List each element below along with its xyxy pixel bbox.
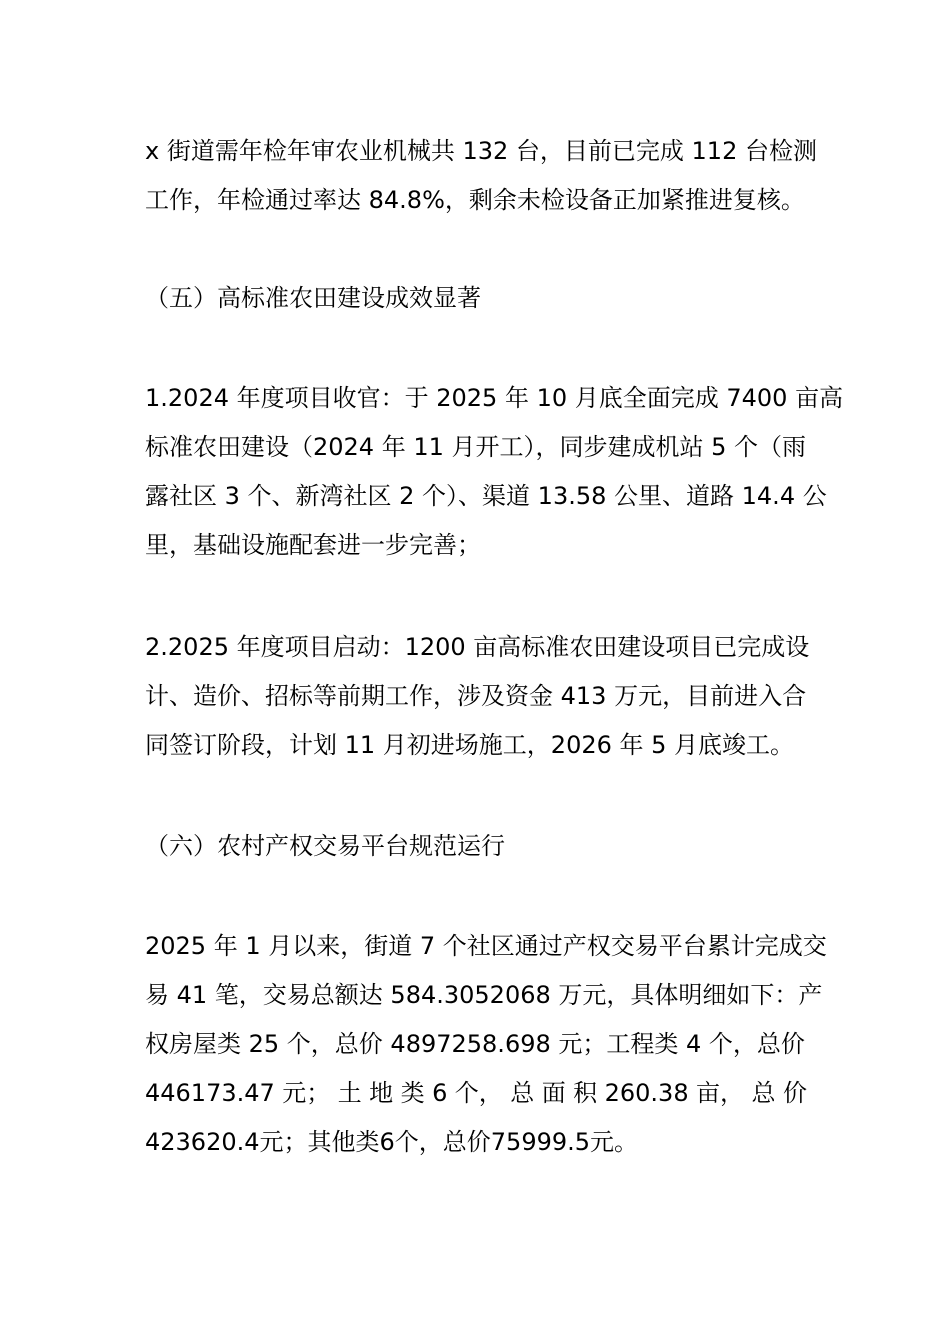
- text-token: 面: [541, 1079, 566, 1107]
- text-line: 计、造价、招标等前期工作，涉及资金 413 万元，目前进入合: [145, 682, 807, 710]
- text-token: 个，: [454, 1079, 503, 1107]
- text-line: 露社区 3 个、新湾社区 2 个）、渠道 13.58 公里、道路 14.4 公: [145, 482, 827, 510]
- text-token: 积: [573, 1079, 598, 1107]
- section-heading-6: （六）农村产权交易平台规范运行: [145, 832, 505, 860]
- text-token: 260.38: [604, 1079, 689, 1107]
- section-heading-5: （五）高标准农田建设成效显著: [145, 284, 481, 312]
- text-line: 工作，年检通过率达 84.8%，剩余未检设备正加紧推进复核。: [145, 186, 805, 214]
- text-line: 权房屋类 25 个，总价 4897258.698 元；工程类 4 个，总价: [145, 1030, 805, 1058]
- text-token: 地: [369, 1079, 394, 1107]
- text-line: 里，基础设施配套进一步完善；: [145, 531, 481, 559]
- paragraph-2024-project: [145, 374, 844, 570]
- text-line: 423620.4元；其他类6个，总价75999.5元。: [145, 1128, 639, 1156]
- text-token: 446173.47: [145, 1079, 275, 1107]
- text-token: 土: [337, 1079, 362, 1107]
- text-line: 2.2025 年度项目启动：1200 亩高标准农田建设项目已完成设: [145, 633, 810, 661]
- text-line: 1.2024 年度项目收官：于 2025 年 10 月底全面完成 7400 亩高: [145, 384, 844, 412]
- text-token: 类: [400, 1079, 425, 1107]
- text-line: 标准农田建设（2024 年 11 月开工），同步建成机站 5 个（雨: [145, 433, 807, 461]
- text-token: 元；: [282, 1079, 331, 1107]
- text-line: 2025 年 1 月以来，街道 7 个社区通过产权交易平台累计完成交: [145, 932, 827, 960]
- text-line: 易 41 笔，交易总额达 584.3052068 万元，具体明细如下：产: [145, 981, 823, 1009]
- text-line-justified: [145, 1069, 807, 1118]
- text-token: 总: [510, 1079, 535, 1107]
- paragraph-agri-machinery-inspection: [145, 127, 817, 225]
- text-line: 同签订阶段，计划 11 月初进场施工，2026 年 5 月底竣工。: [145, 731, 795, 759]
- text-line: x 街道需年检年审农业机械共 132 台，目前已完成 112 台检测: [145, 137, 817, 165]
- paragraph-property-trading: [145, 922, 827, 1167]
- text-token: 6: [432, 1079, 448, 1107]
- text-token: 价: [782, 1079, 807, 1107]
- text-token: 亩，: [696, 1079, 745, 1107]
- text-token: 总: [751, 1079, 776, 1107]
- paragraph-2025-project: [145, 623, 810, 770]
